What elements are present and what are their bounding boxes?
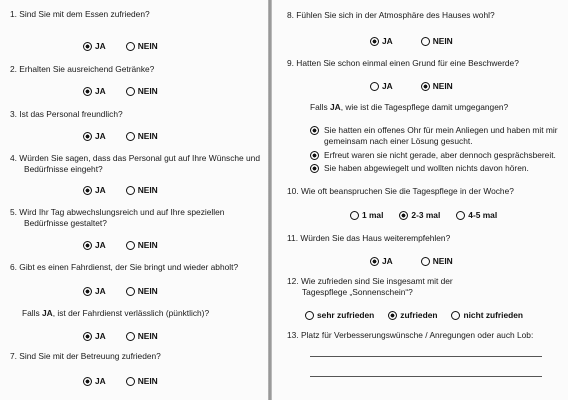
- radio-icon[interactable]: [451, 311, 460, 320]
- option-nein[interactable]: NEIN: [421, 256, 453, 266]
- left-page: [0, 0, 268, 400]
- radio-selected-icon[interactable]: [83, 87, 92, 96]
- option-nein[interactable]: NEIN: [126, 286, 158, 296]
- option-1-mal[interactable]: 1 mal: [350, 210, 383, 220]
- option-sehr-zufrieden[interactable]: sehr zufrieden: [305, 310, 374, 320]
- answer-row-4: [83, 185, 178, 195]
- radio-icon[interactable]: [126, 377, 135, 386]
- radio-icon[interactable]: [370, 82, 379, 91]
- answer-row-11: [370, 256, 473, 266]
- answer-row-12: [305, 310, 543, 320]
- radio-icon[interactable]: [350, 211, 359, 220]
- question-4: 4. Würden Sie sagen, dass das Personal gut auf Ihre Wünsche und Bedürfnisse eingeht?: [10, 153, 261, 174]
- radio-selected-icon[interactable]: [370, 37, 379, 46]
- radio-selected-icon[interactable]: [83, 186, 92, 195]
- question-11: 11. Würden Sie das Haus weiterempfehlen?: [287, 233, 451, 243]
- answer-row-6b: [83, 331, 178, 341]
- complaint-option-2[interactable]: Erfreut waren sie nicht gerade, aber dennoch gesprächsbereit.: [310, 150, 556, 161]
- radio-selected-icon[interactable]: [83, 332, 92, 341]
- question-12: 12. Wie zufrieden sind Sie insgesamt mit der Tagespflege „Sonnenschein“?: [287, 276, 453, 297]
- option-zufrieden[interactable]: zufrieden: [388, 310, 437, 320]
- option-ja[interactable]: JA: [83, 376, 106, 386]
- option-ja[interactable]: JA: [83, 240, 106, 250]
- radio-selected-icon[interactable]: [310, 164, 319, 173]
- option-ja[interactable]: JA: [83, 131, 106, 141]
- radio-selected-icon[interactable]: [388, 311, 397, 320]
- option-nein[interactable]: NEIN: [126, 240, 158, 250]
- option-ja[interactable]: JA: [83, 331, 106, 341]
- question-13: 13. Platz für Verbesserungswünsche / Anregungen oder auch Lob:: [287, 330, 534, 340]
- option-ja[interactable]: JA: [83, 286, 106, 296]
- radio-selected-icon[interactable]: [83, 42, 92, 51]
- right-page: [272, 0, 568, 400]
- radio-icon[interactable]: [126, 332, 135, 341]
- radio-selected-icon[interactable]: [310, 126, 319, 135]
- radio-selected-icon[interactable]: [83, 132, 92, 141]
- radio-icon[interactable]: [126, 287, 135, 296]
- radio-icon[interactable]: [126, 132, 135, 141]
- radio-icon[interactable]: [421, 37, 430, 46]
- answer-row-7: [83, 376, 178, 386]
- radio-icon[interactable]: [126, 186, 135, 195]
- question-9-followup: Falls JA, wie ist die Tagespflege damit umgegangen?: [310, 102, 509, 112]
- option-nein[interactable]: NEIN: [126, 41, 158, 51]
- question-1: 1. Sind Sie mit dem Essen zufrieden?: [10, 9, 150, 19]
- question-6: 6. Gibt es einen Fahrdienst, der Sie bringt und wieder abholt?: [10, 262, 239, 272]
- option-ja[interactable]: JA: [83, 41, 106, 51]
- option-ja[interactable]: JA: [370, 256, 393, 266]
- option-nicht-zufrieden[interactable]: nicht zufrieden: [451, 310, 523, 320]
- question-10: 10. Wie oft beanspruchen Sie die Tagespflege in der Woche?: [287, 186, 514, 196]
- radio-selected-icon[interactable]: [83, 377, 92, 386]
- radio-icon[interactable]: [126, 241, 135, 250]
- option-ja[interactable]: JA: [370, 36, 393, 46]
- radio-selected-icon[interactable]: [421, 82, 430, 91]
- answer-row-2: [83, 86, 178, 96]
- option-nein[interactable]: NEIN: [126, 331, 158, 341]
- question-8: 8. Fühlen Sie sich in der Atmosphäre des Hauses wohl?: [287, 10, 495, 20]
- radio-icon[interactable]: [126, 87, 135, 96]
- option-nein[interactable]: NEIN: [126, 185, 158, 195]
- answer-line-2[interactable]: [310, 376, 542, 377]
- option-nein[interactable]: NEIN: [421, 36, 453, 46]
- question-9: 9. Hatten Sie schon einmal einen Grund für eine Beschwerde?: [287, 58, 519, 68]
- option-2-3-mal[interactable]: 2-3 mal: [399, 210, 440, 220]
- complaint-option-3[interactable]: Sie haben abgewiegelt und wollten nichts davon hören.: [310, 163, 529, 174]
- radio-selected-icon[interactable]: [370, 257, 379, 266]
- radio-selected-icon[interactable]: [399, 211, 408, 220]
- answer-row-1: [83, 41, 178, 51]
- option-nein[interactable]: NEIN: [421, 81, 453, 91]
- question-6-followup: Falls JA, ist der Fahrdienst verlässlich (pünktlich)?: [22, 308, 210, 318]
- radio-icon[interactable]: [126, 42, 135, 51]
- answer-line-1[interactable]: [310, 356, 542, 357]
- option-nein[interactable]: NEIN: [126, 376, 158, 386]
- question-3: 3. Ist das Personal freundlich?: [10, 109, 123, 119]
- option-4-5-mal[interactable]: 4-5 mal: [456, 210, 497, 220]
- radio-selected-icon[interactable]: [83, 287, 92, 296]
- radio-icon[interactable]: [305, 311, 314, 320]
- answer-row-5: [83, 240, 178, 250]
- question-2: 2. Erhalten Sie ausreichend Getränke?: [10, 64, 155, 74]
- answer-row-9: [370, 81, 473, 91]
- question-5: 5. Wird Ihr Tag abwechslungsreich und auf Ihre speziellen Bedürfnisse gestaltet?: [10, 207, 225, 228]
- option-ja[interactable]: JA: [83, 185, 106, 195]
- question-7: 7. Sind Sie mit der Betreuung zufrieden?: [10, 351, 161, 361]
- answer-row-3: [83, 131, 178, 141]
- option-nein[interactable]: NEIN: [126, 131, 158, 141]
- answer-row-10: [350, 210, 517, 220]
- complaint-option-1[interactable]: Sie hatten ein offenes Ohr für mein Anliegen und haben mit mir gemeinsam nach einer Lösung gesucht.: [310, 125, 558, 147]
- answer-row-8: [370, 36, 473, 46]
- option-ja[interactable]: JA: [83, 86, 106, 96]
- radio-selected-icon[interactable]: [310, 151, 319, 160]
- radio-icon[interactable]: [456, 211, 465, 220]
- answer-row-6: [83, 286, 178, 296]
- option-nein[interactable]: NEIN: [126, 86, 158, 96]
- radio-icon[interactable]: [421, 257, 430, 266]
- radio-selected-icon[interactable]: [83, 241, 92, 250]
- option-ja[interactable]: JA: [370, 81, 393, 91]
